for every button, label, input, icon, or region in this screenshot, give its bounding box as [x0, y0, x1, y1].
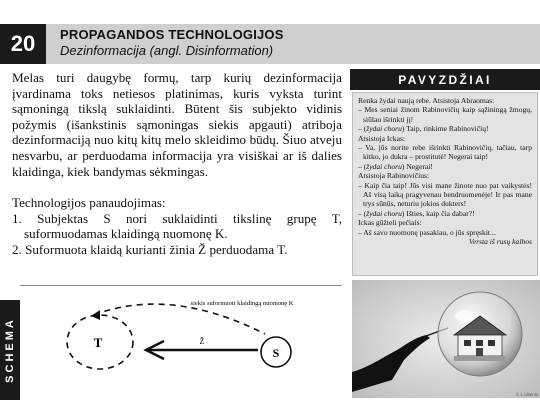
examples-box	[352, 92, 538, 276]
subject-label: S	[272, 346, 280, 360]
example-line: Atsistoja Rabinovičius:	[358, 171, 430, 181]
main-text	[12, 70, 342, 258]
page-title: PROPAGANDOS TECHNOLOGIJOS	[60, 27, 284, 42]
examples-title: PAVYZDŽIAI	[350, 69, 540, 90]
bubble-house-illustration	[352, 280, 540, 398]
example-line: – Aš savo nuomonę pasakiau, o jūs spręskit...	[358, 227, 496, 237]
page-subtitle: Dezinformacija (angl. Disinformation)	[60, 43, 274, 58]
tech-item-1: 1. Subjektas S nori suklaidinti tikslinę grupę T, suformuodamas klaidingą nuomonę K.	[12, 210, 342, 242]
example-line: – Kaip čia taip! Jūs visi mane žinote nuo pat vaikystės! Aš visą laiką pragyvenau bendruomenėje! Ir pas mane trys sūnūs, neturiu jokios dukters!	[358, 180, 532, 209]
target-label: T	[93, 335, 103, 350]
intent-arrow-label: siekis suformuoti klaidingą nuomonę K	[190, 300, 294, 307]
example-line: – (žydai choru) Negerai!	[358, 161, 433, 171]
definition-paragraph: Melas turi daugybę formų, tarp kurių dezinformacija įvardinama toks netiesos platinimas, kuris vyksta turint sąmoningą tikslą suklaidinti. Būtent šis subjekto vidinis požymis (išankstinis sąmoningas siekis apgauti) atriboja dezinformaciją nuo kitų kitų melo skleidimo būdų. Šiuo atveju nesvarbu, ar perduodama informacija yra visiškai ar iš dalies klaidinga, kiek bandymas sėkmingas.	[12, 70, 342, 179]
header-band	[0, 24, 540, 64]
example-line: – (žydai choru) Taip, rinkime Rabinovičių!	[358, 124, 489, 134]
schema-label: SCHEMA	[4, 317, 16, 383]
schema-label-bar	[0, 300, 20, 400]
example-source: Versta iš rusų kalbos	[468, 237, 532, 247]
example-line: Atsistoja Ickas:	[358, 133, 406, 143]
message-label: Ž	[199, 337, 205, 346]
example-line: – Mes seniai žinom Rabinovičių kaip sąžiningą žmogų, siūlau išrinkti jį!	[358, 105, 532, 124]
example-line: – Va, jūs norite rebe išrinkti Rabinovičių, tačiau, tarp kitko, jo dukra – prostitutė! Negerai taip!	[358, 143, 532, 162]
illustration-bubble	[352, 280, 540, 398]
example-line: Ickas gūžteli pečiais:	[358, 218, 422, 228]
tech-heading: Technologijos panaudojimas:	[12, 195, 166, 211]
schema-diagram	[20, 285, 342, 403]
page-number: 20	[0, 24, 46, 64]
intent-arrow-line	[94, 304, 265, 334]
example-line: – (žydai choru) Išties, kaip čia dabar?!	[358, 208, 475, 218]
tech-item-2: 2. Suformuota klaidą kurianti žinia Ž perduodama T.	[12, 241, 288, 257]
example-line: Renka žydai naują rebe. Atsistoja Abraomas:	[358, 96, 495, 105]
schema-svg	[20, 286, 342, 404]
image-credit: © L.Ukenis	[515, 392, 538, 397]
